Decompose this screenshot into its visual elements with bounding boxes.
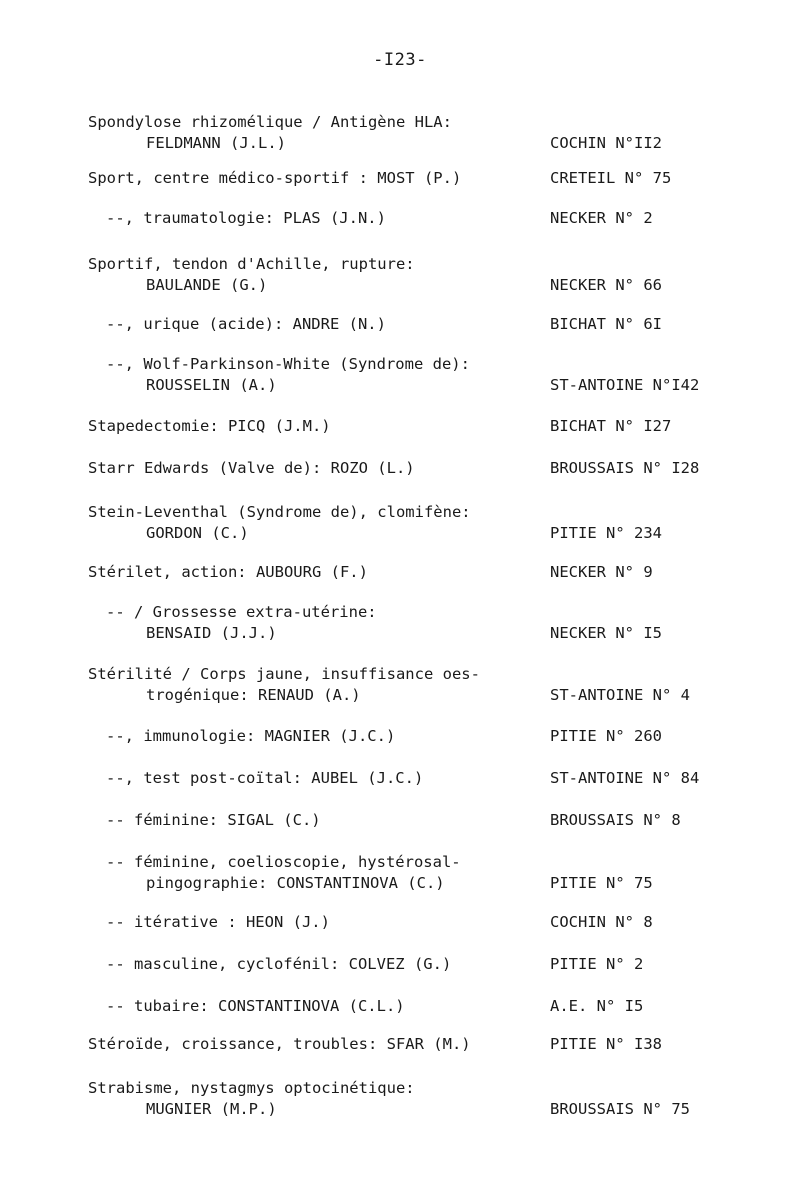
entry-subject: Sportif, tendon d'Achille, rupture: (88, 255, 415, 273)
index-entry (88, 1034, 728, 1055)
entry-subject: Stérilité / Corps jaune, insuffisance oes- (88, 665, 480, 683)
entry-subject: -- tubaire: CONSTANTINOVA (C.L.) (106, 997, 405, 1015)
index-entry (88, 502, 728, 544)
entry-location: NECKER N° 2 (550, 209, 653, 227)
entry-subject: --, Wolf-Parkinson-White (Syndrome de): (106, 355, 470, 373)
index-entry (88, 996, 728, 1017)
entry-location: NECKER N° 66 (550, 276, 662, 294)
index-entry (88, 726, 728, 747)
entry-author: pingographie: CONSTANTINOVA (C.) (146, 874, 445, 892)
index-entry (88, 168, 728, 189)
entry-location: CRETEIL N° 75 (550, 169, 672, 187)
entry-location: PITIE N° 234 (550, 524, 662, 542)
index-entry (88, 954, 728, 975)
index-entry (88, 852, 728, 894)
entry-subject: Stéroïde, croissance, troubles: SFAR (M.) (88, 1035, 471, 1053)
entry-author: trogénique: RENAUD (A.) (146, 686, 361, 704)
entry-subject: -- itérative : HEON (J.) (106, 913, 330, 931)
entry-author: BAULANDE (G.) (146, 276, 268, 294)
entry-location: COCHIN N°II2 (550, 134, 662, 152)
entry-subject: -- / Grossesse extra-utérine: (106, 603, 377, 621)
entry-location: PITIE N° 260 (550, 727, 662, 745)
entry-subject: -- féminine: SIGAL (C.) (106, 811, 321, 829)
entry-location: BROUSSAIS N° 75 (550, 1100, 690, 1118)
entry-subject: --, urique (acide): ANDRE (N.) (106, 315, 386, 333)
entry-location: A.E. N° I5 (550, 997, 644, 1015)
index-entry (88, 112, 728, 154)
entry-location: NECKER N° 9 (550, 563, 653, 581)
entry-subject: Sport, centre médico-sportif : MOST (P.) (88, 169, 462, 187)
index-entry (88, 768, 728, 789)
entry-subject: Stein-Leventhal (Syndrome de), clomifène: (88, 503, 471, 521)
entry-location: ST-ANTOINE N° 84 (550, 769, 700, 787)
entry-location: NECKER N° I5 (550, 624, 662, 642)
entry-location: ST-ANTOINE N°I42 (550, 376, 700, 394)
index-entry (88, 416, 728, 437)
index-entry (88, 208, 728, 229)
index-entry (88, 562, 728, 583)
index-entry (88, 254, 728, 296)
entry-subject: Stérilet, action: AUBOURG (F.) (88, 563, 368, 581)
entry-subject: --, test post-coïtal: AUBEL (J.C.) (106, 769, 424, 787)
entry-location: ST-ANTOINE N° 4 (550, 686, 690, 704)
entry-location: BICHAT N° 6I (550, 315, 662, 333)
index-entry (88, 354, 728, 396)
entry-location: BICHAT N° I27 (550, 417, 672, 435)
entry-author: FELDMANN (J.L.) (146, 134, 286, 152)
entry-subject: --, traumatologie: PLAS (J.N.) (106, 209, 386, 227)
entry-author: BENSAID (J.J.) (146, 624, 277, 642)
entry-location: BROUSSAIS N° I28 (550, 459, 700, 477)
index-entry (88, 912, 728, 933)
entry-subject: Stapedectomie: PICQ (J.M.) (88, 417, 331, 435)
entry-subject: --, immunologie: MAGNIER (J.C.) (106, 727, 396, 745)
page-number: -I23- (373, 50, 427, 70)
entry-location: COCHIN N° 8 (550, 913, 653, 931)
entry-author: MUGNIER (M.P.) (146, 1100, 277, 1118)
index-entry (88, 1078, 728, 1120)
entry-subject: Strabisme, nystagmys optocinétique: (88, 1079, 415, 1097)
entry-author: GORDON (C.) (146, 524, 249, 542)
index-entry (88, 602, 728, 644)
entry-subject: Starr Edwards (Valve de): ROZO (L.) (88, 459, 415, 477)
index-entry (88, 664, 728, 706)
entry-author: ROUSSELIN (A.) (146, 376, 277, 394)
entry-subject: Spondylose rhizomélique / Antigène HLA: (88, 113, 452, 131)
entry-subject: -- masculine, cyclofénil: COLVEZ (G.) (106, 955, 452, 973)
entry-location: PITIE N° 75 (550, 874, 653, 892)
entry-subject: -- féminine, coelioscopie, hystérosal- (106, 853, 461, 871)
index-entry (88, 810, 728, 831)
entry-location: PITIE N° I38 (550, 1035, 662, 1053)
index-entry (88, 458, 728, 479)
entry-location: BROUSSAIS N° 8 (550, 811, 681, 829)
entry-location: PITIE N° 2 (550, 955, 644, 973)
index-entry (88, 314, 728, 335)
